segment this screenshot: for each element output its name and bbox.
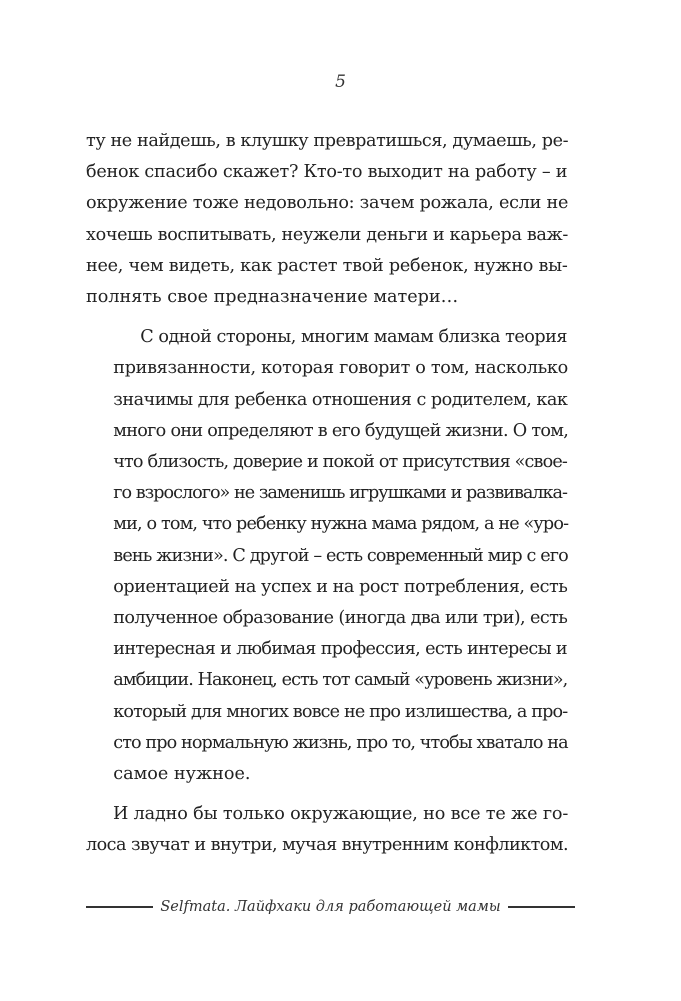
footer-rule-left [86,906,153,908]
text-line: привязанности, которая говорит о том, насколько [113,358,568,379]
text-line: амбиции. Наконец, есть тот самый «уровень жизни», [113,670,568,691]
paragraph [86,799,567,861]
text-line: И ладно бы только окружающие, но все те же го- [113,804,569,825]
text-line: ми, о том, что ребенку нужна мама рядом, а не «уро- [113,514,569,535]
text-line: хочешь воспитывать, неужели деньги и карьера важ- [86,224,568,245]
text-line: вень жизни». С другой – есть современный мир с его [113,545,568,566]
text-line: что близость, доверие и покой от присутствия «свое- [113,452,567,473]
text-line: интересная и любимая профессия, есть интересы и [113,639,567,660]
text-line: который для многих вовсе не про излишества, а про- [113,701,568,722]
text-line: много они определяют в его будущей жизни. О том, [113,420,569,441]
page-number: 5 [335,72,346,92]
text-line: бенок спасибо скажет? Кто-то выходит на работу – и [86,162,568,183]
text-line: ту не найдешь, в клушку превратишься, думаешь, ре- [86,131,569,151]
text-line: значимы для ребенка отношения с родителем, как [113,389,568,410]
footer-rule-right [508,906,575,908]
text-line: лоса звучат и внутри, мучая внутренним конфликтом. [86,835,568,856]
paragraph [86,126,567,313]
book-title: Selfmata. Лайфхаки для работающей мамы [160,899,501,915]
paragraph [86,322,567,790]
text-line: ориентацией на успех и на рост потребления, есть [113,576,568,597]
text-line: полученное образование (иногда два или три), есть [113,608,568,629]
text-line: С одной стороны, многим мамам близка теория [140,327,567,348]
running-footer [86,899,575,915]
text-line: го взрослого» не заменишь игрушками и развивалка- [113,483,567,504]
text-line: сто про нормальную жизнь, про то, чтобы хватало на [113,732,568,753]
text-line: полнять свое предназначение матери… [86,287,459,308]
text-line: окружение тоже недовольно: зачем рожала, если не [86,193,569,214]
body-text [86,126,567,871]
text-line: самое нужное. [113,764,251,785]
text-line: нее, чем видеть, как растет твой ребенок, нужно вы- [86,255,568,276]
